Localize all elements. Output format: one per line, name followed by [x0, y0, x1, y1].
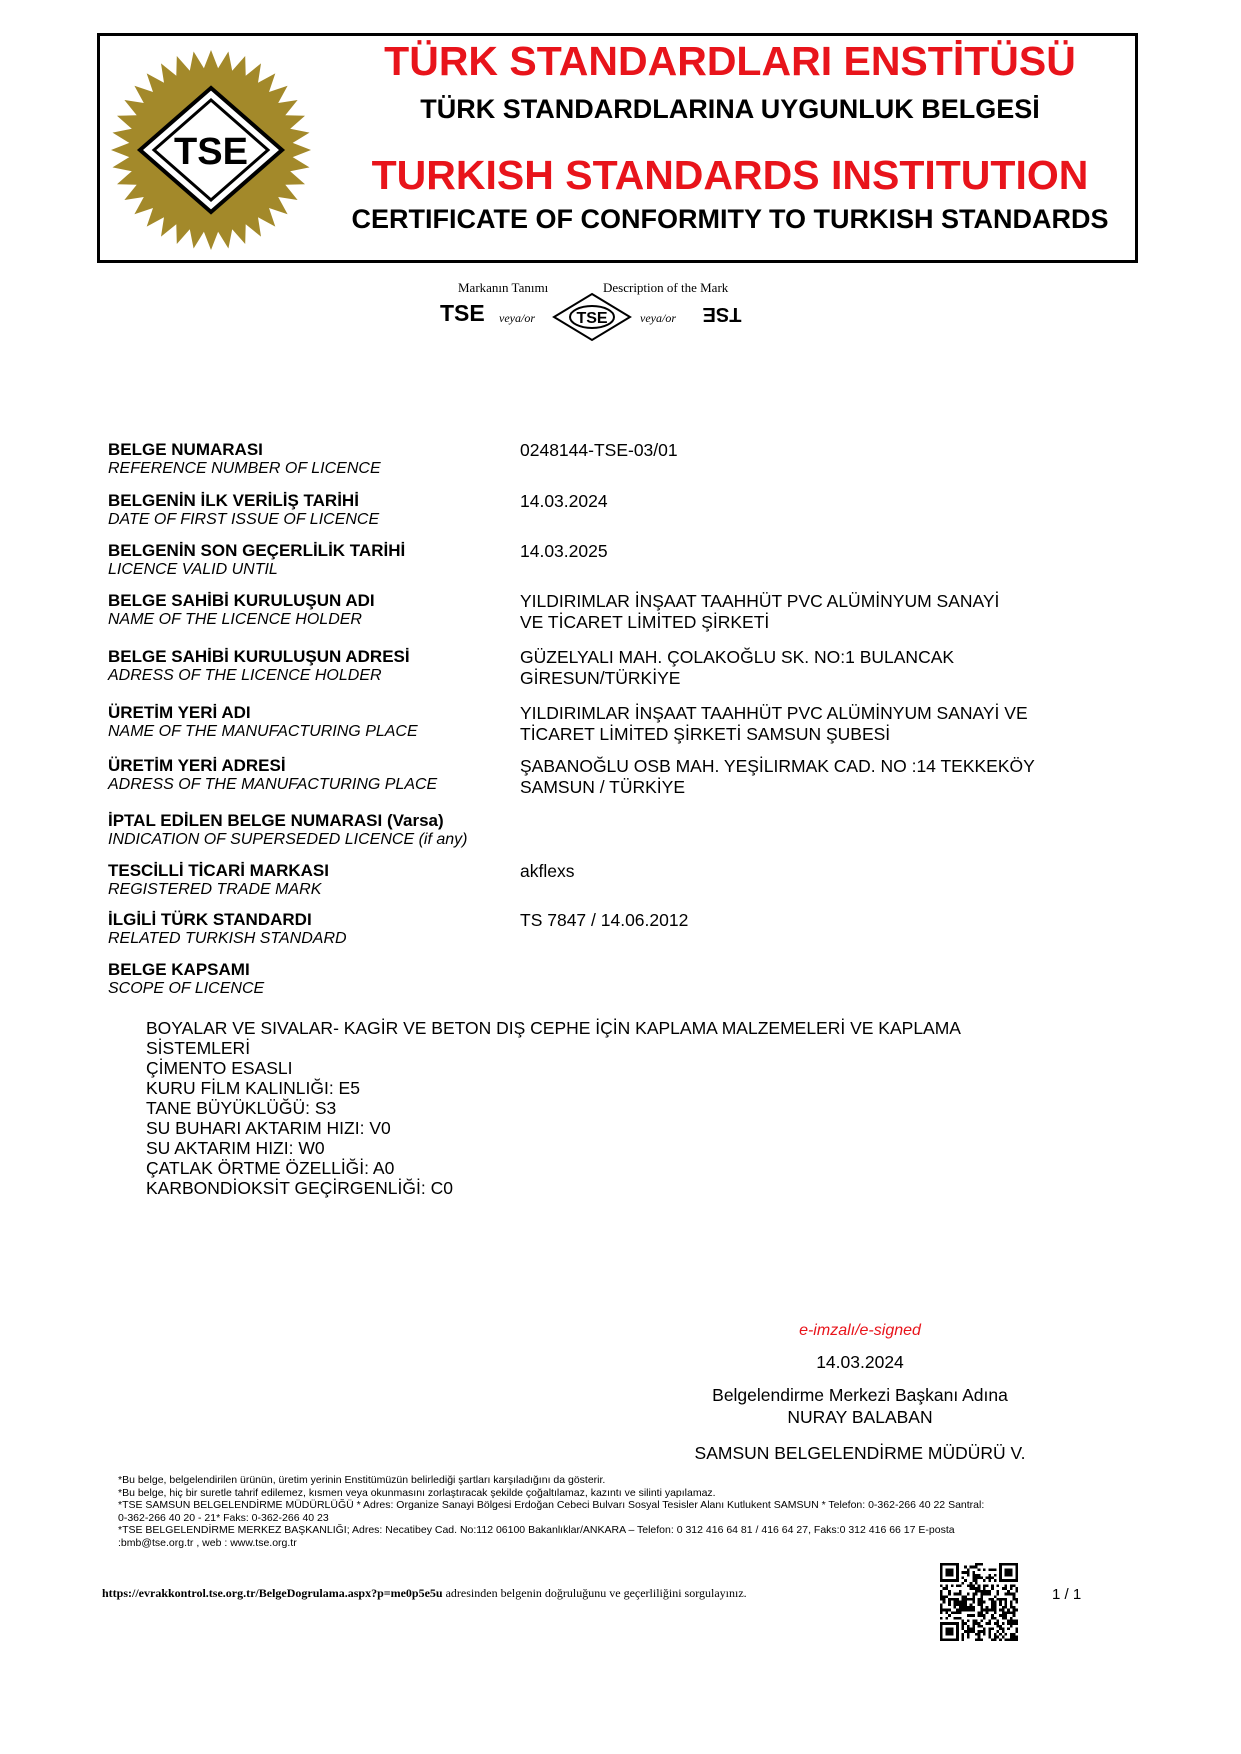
- field-value: akflexs: [520, 861, 575, 881]
- qr-code-icon: [940, 1563, 1018, 1641]
- field-label-tr: ÜRETİM YERİ ADI: [108, 703, 251, 722]
- e-signed-label: e-imzalı/e-signed: [799, 1322, 921, 1339]
- field-label-tr: BELGE SAHİBİ KURULUŞUN ADI: [108, 591, 375, 610]
- scope-line: SU AKTARIM HIZI: W0: [146, 1138, 325, 1158]
- tse-rotated-mark-icon: [692, 295, 752, 335]
- institution-title-tr: TÜRK STANDARDLARI ENSTİTÜSÜ: [384, 38, 1076, 84]
- mark-or-label: veya/or: [499, 311, 535, 325]
- field-value: YILDIRIMLAR İNŞAAT TAAHHÜT PVC ALÜMİNYUM SANAYİ VE TİCARET LİMİTED ŞİRKETİ: [520, 591, 1000, 632]
- field-label-en: REGISTERED TRADE MARK: [108, 881, 322, 898]
- field-label-en: LICENCE VALID UNTIL: [108, 561, 278, 578]
- field-label-en: DATE OF FIRST ISSUE OF LICENCE: [108, 511, 380, 528]
- page-number: 1 / 1: [1052, 1586, 1082, 1603]
- verification-line: [102, 1586, 747, 1601]
- scope-line: ÇATLAK ÖRTME ÖZELLİĞİ: A0: [146, 1158, 395, 1178]
- scope-line: SİSTEMLERİ: [146, 1038, 251, 1058]
- field-label-tr: TESCİLLİ TİCARİ MARKASI: [108, 861, 329, 880]
- scope-line: BOYALAR VE SIVALAR- KAGİR VE BETON DIŞ CEPHE İÇİN KAPLAMA MALZEMELERİ VE KAPLAMA: [146, 1018, 961, 1038]
- scope-line: ÇİMENTO ESASLI: [146, 1058, 293, 1078]
- mark-label-tr: Markanın Tanımı: [458, 280, 549, 295]
- field-label-tr: ÜRETİM YERİ ADRESİ: [108, 756, 286, 775]
- field-value: GÜZELYALI MAH. ÇOLAKOĞLU SK. NO:1 BULANCAK GİRESUN/TÜRKİYE: [520, 647, 955, 688]
- mark-tse-text: TSE: [440, 300, 485, 326]
- scope-line: KARBONDİOKSİT GEÇİRGENLİĞİ: C0: [146, 1178, 453, 1198]
- field-value: YILDIRIMLAR İNŞAAT TAAHHÜT PVC ALÜMİNYUM SANAYİ VE TİCARET LİMİTED ŞİRKETİ SAMSUN ŞUBESİ: [520, 703, 1028, 744]
- field-value: 0248144-TSE-03/01: [520, 440, 678, 460]
- signatory-office: SAMSUN BELGELENDİRME MÜDÜRÜ V.: [694, 1443, 1026, 1463]
- footnote-line: *Bu belge, belgelendirilen ürünün, üretim yerinin Enstitümüzün belirlediği şartları karşıladığını da gösterir.: [118, 1474, 606, 1486]
- field-label-en: REFERENCE NUMBER OF LICENCE: [108, 460, 381, 477]
- verification-link[interactable]: https://evrakkontrol.tse.org.tr/BelgeDogrulama.aspx?p=me0p5e5u: [102, 1586, 443, 1600]
- field-label-tr: BELGE KAPSAMI: [108, 960, 250, 979]
- mark-diamond-text: TSE: [576, 310, 608, 327]
- footnote-line: *TSE BELGELENDİRME MERKEZ BAŞKANLIĞI; Adres: Necatibey Cad. No:112 06100 Bakanlıklar/ANKARA – Telefon: 0 312 416 64 81 / 416 64 27, Faks:0 312 416 66 17 E-posta: [118, 1524, 955, 1537]
- field-label-en: NAME OF THE MANUFACTURING PLACE: [108, 723, 418, 740]
- seal-text: TSE: [174, 131, 248, 173]
- footnote-line: 0-362-266 40 20 - 21* Faks: 0-362-266 40 23: [118, 1511, 329, 1524]
- field-label-en: NAME OF THE LICENCE HOLDER: [108, 611, 362, 628]
- mark-rotated-text: TSE: [702, 303, 742, 325]
- mark-description: [440, 280, 760, 350]
- field-label-tr: İPTAL EDİLEN BELGE NUMARASI (Varsa): [108, 811, 444, 830]
- tse-seal-logo: [102, 48, 320, 252]
- footnotes: [118, 1474, 1158, 1550]
- signature-date: 14.03.2024: [816, 1352, 904, 1372]
- field-label-tr: BELGE SAHİBİ KURULUŞUN ADRESİ: [108, 647, 410, 666]
- field-value: 14.03.2024: [520, 491, 608, 511]
- field-label-en: SCOPE OF LICENCE: [108, 980, 265, 997]
- field-label-tr: BELGENİN İLK VERİLİŞ TARİHİ: [108, 491, 359, 510]
- field-label-en: INDICATION OF SUPERSEDED LICENCE (if any): [108, 831, 468, 848]
- field-value: 14.03.2025: [520, 541, 608, 561]
- footnote-line: *TSE SAMSUN BELGELENDİRME MÜDÜRLÜĞÜ * Adres: Organize Sanayi Bölgesi Erdoğan Cebeci Bulvarı Sosyal Tesisler Alanı Kutlukent SAMSUN * Telefon: 0-362-266 40 22 Santral:: [118, 1499, 985, 1512]
- footnote-line: *Bu belge, hiç bir suretle tahrif edilemez, kısmen veya okunmasını zorlaştıracak şekilde çoğaltılamaz, kazıntı ve silinti yapılamaz.: [118, 1486, 716, 1499]
- field-value: TS 7847 / 14.06.2012: [520, 910, 689, 930]
- certificate-title-en: CERTIFICATE OF CONFORMITY TO TURKISH STANDARDS: [351, 204, 1109, 234]
- institution-title-en: TURKISH STANDARDS INSTITUTION: [371, 152, 1089, 198]
- field-label-en: RELATED TURKISH STANDARD: [108, 930, 347, 947]
- scope-line: SU BUHARI AKTARIM HIZI: V0: [146, 1118, 391, 1138]
- scope-content: [146, 1018, 961, 1198]
- verification-text: adresinden belgenin doğruluğunu ve geçerliliğini sorgulayınız.: [442, 1586, 747, 1600]
- field-label-tr: BELGE NUMARASI: [108, 440, 263, 459]
- field-label-en: ADRESS OF THE MANUFACTURING PLACE: [108, 776, 438, 793]
- mark-or-label-2: veya/or: [640, 311, 676, 325]
- field-label-tr: İLGİLİ TÜRK STANDARDI: [108, 910, 312, 929]
- field-label-en: ADRESS OF THE LICENCE HOLDER: [108, 667, 382, 684]
- field-value: ŞABANOĞLU OSB MAH. YEŞİLIRMAK CAD. NO :14 TEKKEKÖY SAMSUN / TÜRKİYE: [520, 756, 1035, 797]
- mark-label-en: Description of the Mark: [603, 280, 729, 295]
- scope-line: KURU FİLM KALINLIĞI: E5: [146, 1078, 360, 1098]
- footnote-line: :bmb@tse.org.tr , web : www.tse.org.tr: [118, 1536, 297, 1549]
- tse-diamond-mark-icon: [552, 292, 632, 342]
- scope-line: TANE BÜYÜKLÜĞÜ: S3: [146, 1098, 337, 1118]
- signatory-title: Belgelendirme Merkezi Başkanı Adına: [712, 1385, 1008, 1405]
- field-label-tr: BELGENİN SON GEÇERLİLİK TARİHİ: [108, 541, 406, 560]
- certificate-title-tr: TÜRK STANDARDLARINA UYGUNLUK BELGESİ: [420, 94, 1040, 124]
- signatory-name: NURAY BALABAN: [787, 1407, 933, 1427]
